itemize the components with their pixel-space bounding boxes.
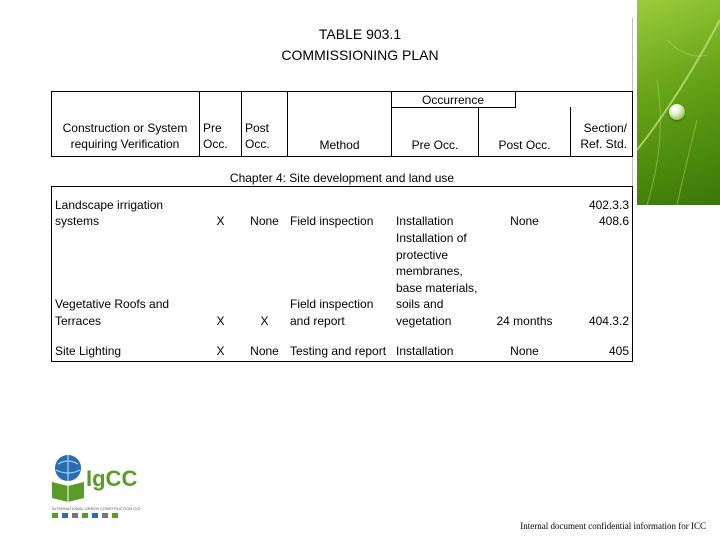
row1-post: None — [250, 214, 279, 228]
row2-post-occ: 24 months — [496, 314, 553, 328]
leaf-image — [637, 0, 720, 205]
row2-pre-occ-2: protective — [396, 248, 449, 262]
row1-pre-occ: Installation — [396, 214, 454, 228]
row3-method: Testing and report — [290, 344, 387, 358]
row2-system-line2: Terraces — [55, 314, 102, 328]
logo-text: IgCC — [86, 466, 138, 491]
row3-system: Site Lighting — [55, 344, 122, 358]
logo-tagline: INTERNATIONAL GREEN CONSTRUCTION CODE — [52, 506, 140, 511]
igcc-logo — [50, 452, 140, 520]
header-section-line2: Ref. Std. — [580, 137, 627, 151]
col-divider — [241, 91, 242, 157]
row2-pre-occ-5: soils and — [396, 297, 444, 311]
header-post-occ: Post Occ. — [498, 138, 551, 152]
header-construction-line2: requiring Verification — [70, 137, 180, 151]
header-post: Post — [245, 121, 270, 135]
table-subtitle: COMMISSIONING PLAN — [281, 47, 439, 63]
row2-post: X — [260, 314, 269, 328]
row2-pre-occ-4: base materials, — [396, 281, 478, 295]
leaf-veins-icon — [637, 0, 720, 205]
col-divider — [199, 91, 200, 157]
header-construction: Construction or System — [62, 121, 188, 135]
row1-system-line2: systems — [55, 214, 100, 228]
row1-section: 402.3.3 — [588, 198, 629, 212]
row2-method: Field inspection — [290, 297, 374, 311]
row2-pre-occ-6: vegetation — [396, 314, 452, 328]
header-section: Section/ — [583, 121, 627, 135]
row3-post-occ: None — [510, 344, 539, 358]
row3-section: 405 — [608, 344, 629, 358]
row1-system: Landscape irrigation — [55, 198, 164, 212]
footer-note: Internal document confidential information for ICC — [520, 521, 706, 531]
header-pre-occ: Pre Occ. — [411, 138, 459, 152]
row2-pre-occ-1: Installation of — [396, 231, 467, 245]
row1-post-occ: None — [510, 214, 539, 228]
header-method: Method — [319, 138, 360, 152]
header-pre: Pre — [203, 121, 222, 135]
header-pre-line2: Occ. — [203, 137, 228, 151]
row3-pre: X — [216, 344, 225, 358]
header-occurrence: Occurrence — [421, 93, 485, 107]
row3-post: None — [250, 344, 279, 358]
row2-section: 404.3.2 — [588, 314, 629, 328]
row2-system: Vegetative Roofs and — [55, 297, 170, 311]
row2-method-line2: and report — [290, 314, 345, 328]
water-drop-icon — [669, 104, 685, 120]
row2-pre-occ-3: membranes, — [396, 264, 463, 278]
chapter-heading: Chapter 4: Site development and land use — [229, 171, 455, 185]
row1-section-line2: 408.6 — [598, 214, 629, 228]
row1-method: Field inspection — [290, 214, 374, 228]
row2-pre: X — [216, 314, 225, 328]
row1-pre: X — [216, 214, 225, 228]
occurrence-right — [515, 91, 516, 108]
table-title: TABLE 903.1 — [318, 26, 402, 42]
header-post-line2: Occ. — [245, 137, 270, 151]
row3-pre-occ: Installation — [396, 344, 454, 358]
